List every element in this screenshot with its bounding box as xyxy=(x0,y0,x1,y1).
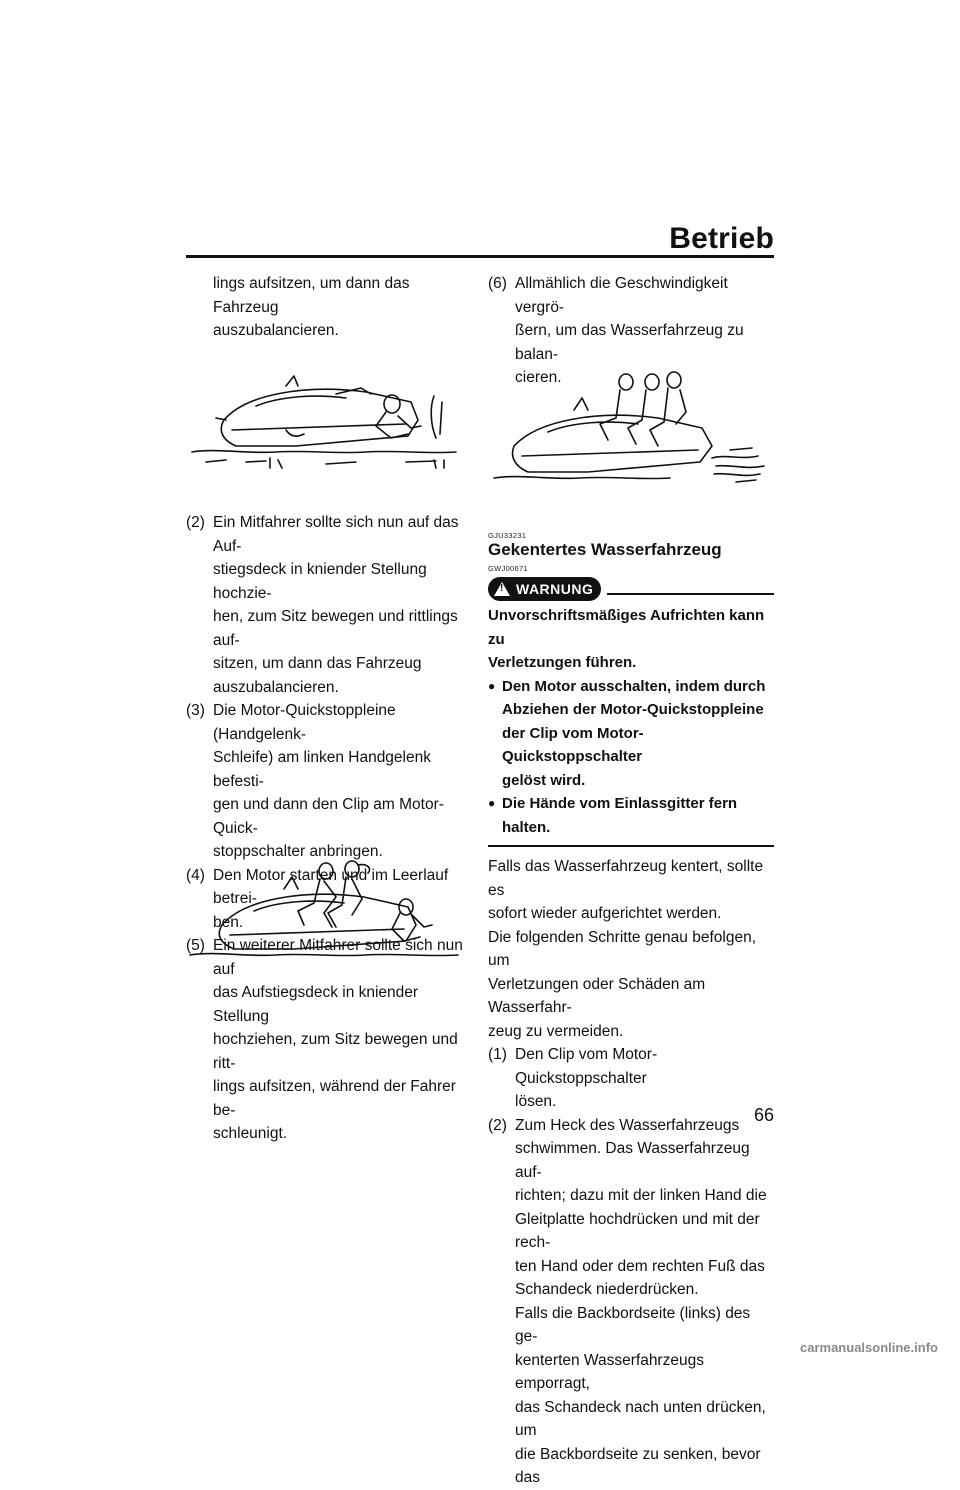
text-line: Schandeck niederdrücken. xyxy=(515,1281,699,1298)
left-intro xyxy=(186,272,476,343)
list-item xyxy=(488,1043,774,1114)
item-number: (3) xyxy=(186,702,205,719)
text-line: cieren. xyxy=(515,369,562,386)
warning-bullet xyxy=(488,792,774,839)
illustration-three-riders xyxy=(490,368,774,496)
warning-bullet xyxy=(488,675,774,793)
warning-code: GWJ00671 xyxy=(488,564,528,573)
text-line: schwimmen. Das Wasserfahrzeug auf- xyxy=(515,1140,750,1181)
text-line: sofort wieder aufgerichtet werden. xyxy=(488,905,722,922)
text-line: hochziehen, zum Sitz bewegen und ritt- xyxy=(213,1031,458,1072)
text-line: Abziehen der Motor-Quickstoppleine xyxy=(502,701,764,718)
watermark[interactable]: carmanualsonline.info xyxy=(800,1340,938,1355)
section-capsized xyxy=(488,531,774,1490)
text-line: schleunigt. xyxy=(213,1125,288,1142)
item-number: (2) xyxy=(488,1116,507,1134)
page-number: 66 xyxy=(753,1105,774,1125)
text-line: Verletzungen führen. xyxy=(488,654,637,671)
text-line: Den Motor starten und im Leerlauf betrei- xyxy=(213,866,449,907)
warning-body xyxy=(488,604,774,839)
bullet-icon: ● xyxy=(488,796,496,810)
text-line: kenterten Wasserfahrzeugs emporragt, xyxy=(515,1351,704,1392)
warning-rule xyxy=(607,593,774,595)
text-line: ben. xyxy=(213,913,244,931)
text-line: lings aufsitzen, um dann das Fahrzeug xyxy=(213,275,410,316)
text-line: Verletzungen oder Schäden am Wasserfahr- xyxy=(488,975,706,1016)
illustration-second-passenger-boarding xyxy=(186,855,466,965)
list-item xyxy=(186,511,476,699)
list-item xyxy=(488,1114,774,1490)
text-line: lösen. xyxy=(515,1093,557,1110)
item-number: (6) xyxy=(488,275,507,292)
text-line: Unvorschriftsmäßiges Aufrichten kann zu xyxy=(488,607,765,648)
text-line: gelöst wird. xyxy=(502,771,586,789)
text-line: ßern, um das Wasserfahrzeug zu balan- xyxy=(515,322,744,363)
list-item xyxy=(186,934,476,1146)
section-code: GJU33231 xyxy=(488,531,527,540)
text-line: lings aufsitzen, während der Fahrer be- xyxy=(213,1078,456,1119)
item-number: (2) xyxy=(186,514,205,531)
item-number: (4) xyxy=(186,866,205,884)
text-line: Den Motor ausschalten, indem durch xyxy=(502,677,766,695)
text-line: Gleitplatte hochdrücken und mit der rech- xyxy=(515,1210,760,1251)
text-line: auszubalancieren. xyxy=(213,678,339,696)
text-line: hen, zum Sitz bewegen und rittlings auf- xyxy=(213,608,458,649)
text-line: Ein Mitfahrer sollte sich nun auf das Auf- xyxy=(213,514,459,555)
warning-header xyxy=(488,577,774,601)
text-line: Falls die Backbordseite (links) des ge- xyxy=(515,1304,751,1345)
text-line: Die folgenden Schritte genau befolgen, um xyxy=(488,928,757,969)
warning-end-rule xyxy=(488,845,774,847)
text-line: Allmählich die Geschwindigkeit vergrö- xyxy=(515,275,728,316)
text-line: Schleife) am linken Handgelenk befesti- xyxy=(213,749,431,790)
text-line: stiegsdeck in kniender Stellung hochzie- xyxy=(213,561,427,602)
illustration-passenger-boarding xyxy=(186,372,466,472)
text-line: das Aufstiegsdeck in kniender Stellung xyxy=(213,984,419,1025)
text-line: das Schandeck nach unten drücken, um xyxy=(515,1398,766,1439)
text-line: Den Clip vom Motor-Quickstoppschalter xyxy=(515,1046,658,1087)
text-line: stoppschalter anbringen. xyxy=(213,843,383,860)
text-line: die Backbordseite zu senken, bevor das xyxy=(515,1445,761,1486)
bullet-icon: ● xyxy=(488,678,496,693)
warning-triangle-icon: ! xyxy=(494,582,510,596)
warning-badge xyxy=(488,577,601,601)
text-line: auszubalancieren. xyxy=(213,322,339,339)
item-number: (5) xyxy=(186,937,205,954)
text-line: gen und dann den Clip am Motor-Quick- xyxy=(213,796,444,837)
text-line: der Clip vom Motor-Quickstoppschalter xyxy=(502,724,644,765)
text-line: sitzen, um dann das Fahrzeug xyxy=(213,655,422,672)
list-item xyxy=(186,699,476,864)
section-title: Gekentertes Wasserfahrzeug xyxy=(488,540,722,559)
text-line: zeug zu vermeiden. xyxy=(488,1022,624,1040)
header-rule xyxy=(186,255,774,258)
paragraph xyxy=(488,855,774,1043)
text-line: Falls das Wasserfahrzeug kentert, sollte es xyxy=(488,858,764,899)
text-line: Zum Heck des Wasserfahrzeugs xyxy=(515,1116,740,1134)
text-line: Die Hände vom Einlassgitter fern halten. xyxy=(502,795,738,836)
text-line: richten; dazu mit der linken Hand die xyxy=(515,1187,767,1204)
text-line: Ein weiterer Mitfahrer sollte sich nun auf xyxy=(213,937,463,978)
page-title: Betrieb xyxy=(669,222,774,255)
item-number: (1) xyxy=(488,1046,507,1063)
left-steps xyxy=(186,511,476,1146)
text-line: ten Hand oder dem rechten Fuß das xyxy=(515,1257,765,1275)
warning-label: WARNUNG xyxy=(516,581,594,597)
text-line: Die Motor-Quickstoppleine (Handgelenk- xyxy=(213,702,396,743)
